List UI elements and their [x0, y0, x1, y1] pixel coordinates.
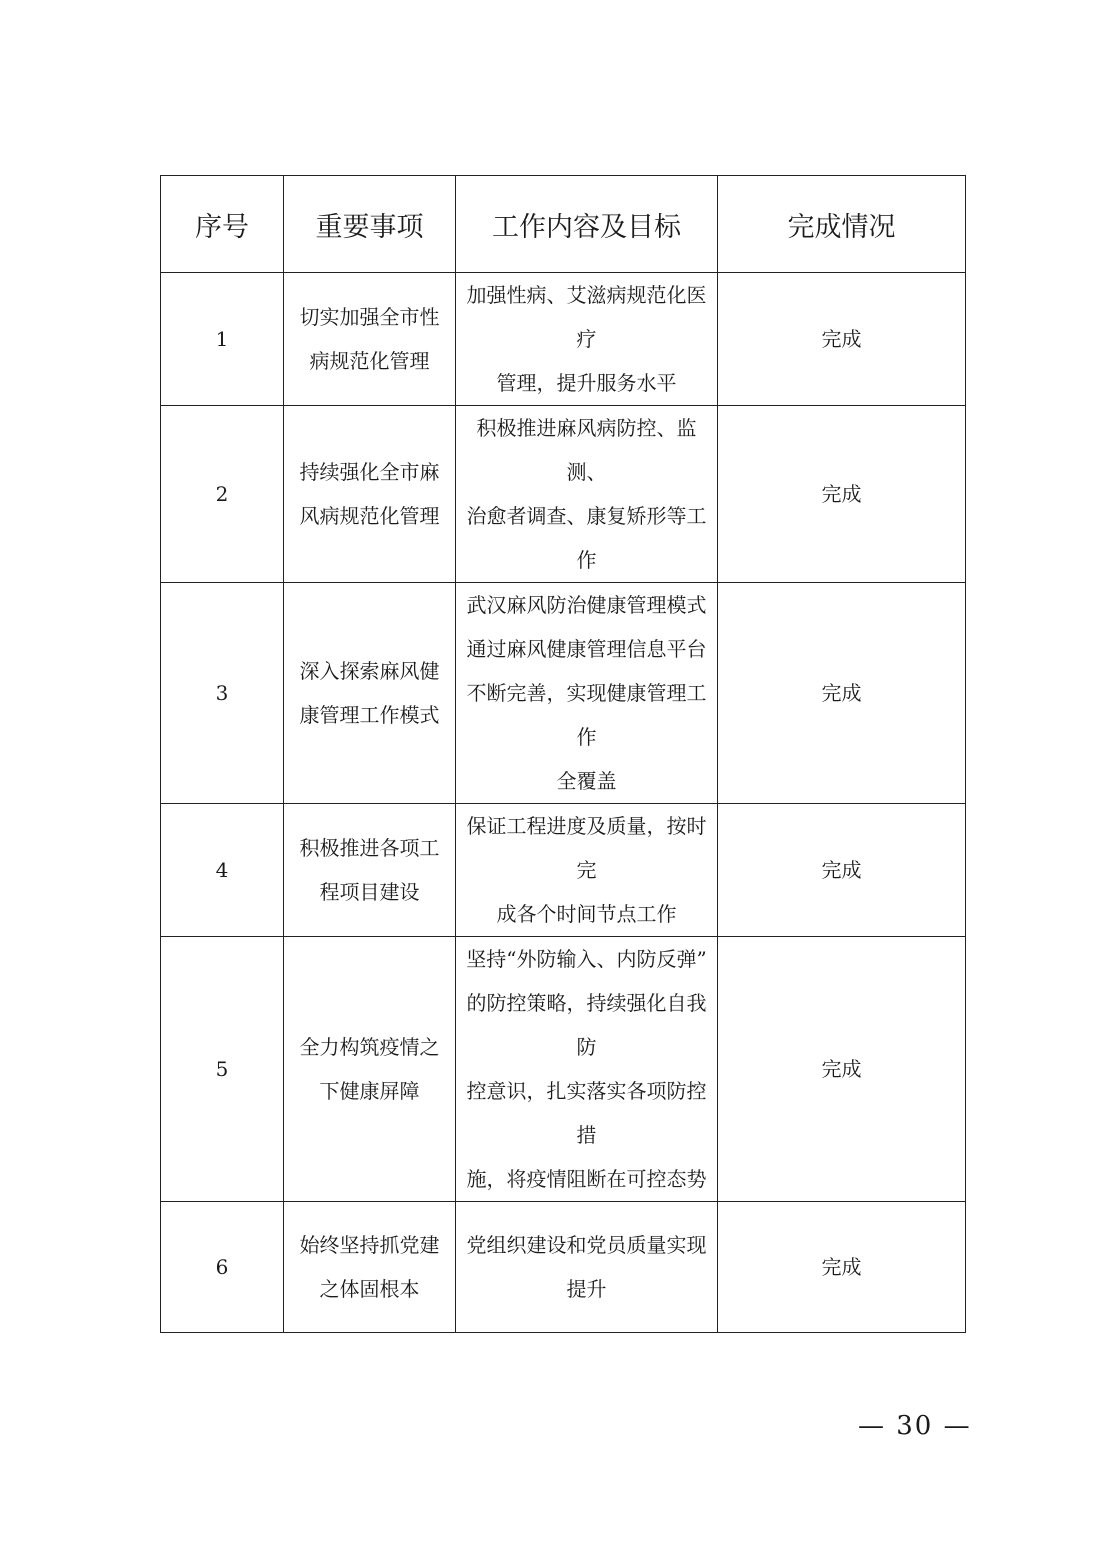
row-content-line: 全覆盖 [556, 769, 617, 793]
row-status: 完成 [718, 273, 966, 406]
row-content [456, 273, 718, 406]
row-content-line: 武汉麻风防治健康管理模式 [466, 593, 707, 617]
row-status: 完成 [718, 1202, 966, 1333]
header-content: 工作内容及目标 [456, 176, 718, 273]
row-item [284, 583, 456, 804]
row-content-line: 不断完善，实现健康管理工作 [466, 681, 707, 749]
row-item-line: 病规范化管理 [309, 349, 430, 373]
page-number: — 30 — [858, 1411, 972, 1441]
row-item [284, 804, 456, 937]
row-content [456, 937, 718, 1202]
row-status: 完成 [718, 583, 966, 804]
row-content-line: 的防控策略，持续强化自我防 [466, 991, 707, 1059]
row-number: 3 [161, 583, 284, 804]
row-status: 完成 [718, 406, 966, 583]
row-content-line: 治愈者调查、康复矫形等工作 [466, 504, 707, 572]
row-content [456, 583, 718, 804]
row-content [456, 406, 718, 583]
row-content-line: 控意识，扎实落实各项防控措 [466, 1079, 707, 1147]
row-content-line: 党组织建设和党员质量实现 [466, 1233, 707, 1257]
row-number: 4 [161, 804, 284, 937]
row-content-line: 成各个时间节点工作 [496, 902, 677, 926]
row-item-line: 切实加强全市性 [299, 305, 440, 329]
row-content-line: 加强性病、艾滋病规范化医疗 [466, 283, 707, 351]
row-number: 2 [161, 406, 284, 583]
row-item-line: 康管理工作模式 [299, 703, 440, 727]
row-item-line: 积极推进各项工 [299, 836, 440, 860]
row-content-line: 施，将疫情阻断在可控态势 [466, 1167, 707, 1191]
table-row [161, 937, 966, 1202]
row-item-line: 下健康屏障 [319, 1079, 420, 1103]
table-row [161, 1202, 966, 1333]
table-row [161, 583, 966, 804]
row-number: 5 [161, 937, 284, 1202]
row-item [284, 406, 456, 583]
row-item [284, 1202, 456, 1333]
row-content-line: 提升 [566, 1277, 607, 1301]
row-item-line: 持续强化全市麻 [299, 460, 440, 484]
table-row [161, 406, 966, 583]
row-item-line: 始终坚持抓党建 [299, 1233, 440, 1257]
row-item [284, 273, 456, 406]
work-summary-table [160, 175, 966, 1333]
row-number: 1 [161, 273, 284, 406]
row-content-line: 坚持“外防输入、内防反弹” [466, 947, 707, 971]
row-content [456, 804, 718, 937]
row-status: 完成 [718, 804, 966, 937]
row-content-line: 通过麻风健康管理信息平台 [466, 637, 707, 661]
row-item-line: 深入探索麻风健 [299, 659, 440, 683]
table-row [161, 273, 966, 406]
row-content-line: 管理，提升服务水平 [496, 371, 677, 395]
header-item: 重要事项 [284, 176, 456, 273]
row-item-line: 风病规范化管理 [299, 504, 440, 528]
row-item-line: 全力构筑疫情之 [299, 1035, 440, 1059]
row-content [456, 1202, 718, 1333]
header-no: 序号 [161, 176, 284, 273]
header-status: 完成情况 [718, 176, 966, 273]
row-content-line: 积极推进麻风病防控、监测、 [476, 416, 697, 484]
table-row [161, 804, 966, 937]
row-number: 6 [161, 1202, 284, 1333]
row-status: 完成 [718, 937, 966, 1202]
row-item-line: 之体固根本 [319, 1277, 420, 1301]
table-header-row [161, 176, 966, 273]
row-content-line: 保证工程进度及质量，按时完 [466, 814, 707, 882]
row-item [284, 937, 456, 1202]
row-item-line: 程项目建设 [319, 880, 420, 904]
